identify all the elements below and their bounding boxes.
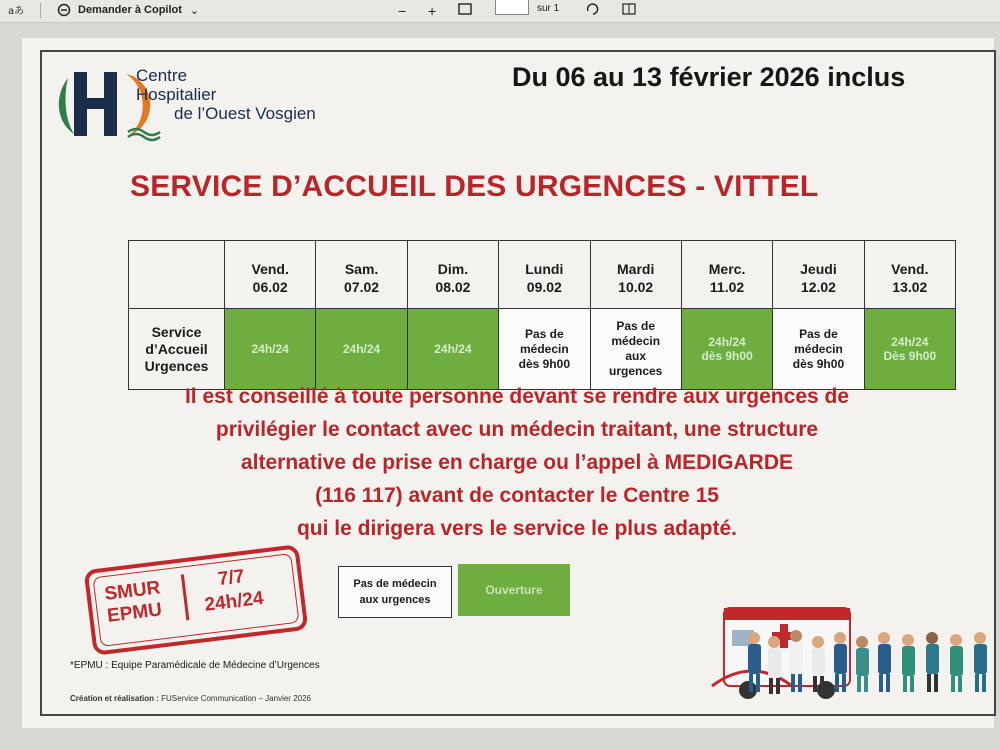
footnote: *EPMU : Equipe Paramédicale de Médecine d’Urgences (70, 660, 320, 671)
rotate-icon[interactable] (585, 3, 599, 15)
copilot-label: Demander à Copilot (78, 4, 182, 16)
day-header-0: Vend. 06.02 (225, 241, 316, 309)
hospital-name-line1: Centre (136, 66, 188, 85)
stamp-hours: 24h/24 (203, 587, 265, 616)
status-cell-0: 24h/24 (225, 309, 316, 390)
advice-line: alternative de prise en charge ou l’appel à MEDIGARDE (241, 451, 793, 474)
advice-text (82, 380, 952, 545)
status-cell-3: Pas de médecin dès 9h00 (499, 309, 590, 390)
copilot-icon (56, 3, 72, 17)
status-cell-7: 24h/24 Dès 9h00 (864, 309, 955, 390)
service-title: SERVICE D’ACCUEIL DES URGENCES - VITTEL (130, 170, 819, 203)
medical-staff-illustration (708, 592, 996, 710)
date-range: Du 06 au 13 février 2026 inclus (512, 62, 906, 92)
advice-line: qui le dirigera vers le service le plus adapté. (296, 517, 738, 540)
status-cell-6: Pas de médecin dès 9h00 (773, 309, 864, 390)
day-header-3: Lundi 09.02 (499, 241, 590, 309)
advice-line: privilégier le contact avec un médecin traitant, une structure (215, 418, 819, 441)
pdf-page (22, 38, 994, 728)
legend-no-doctor: Pas de médecin aux urgences (338, 566, 452, 618)
table-header-row (129, 241, 956, 309)
advice-line: Il est conseillé à toute personne devant se rendre aux urgences de (184, 385, 850, 408)
status-cell-4: Pas de médecin aux urgences (590, 309, 681, 390)
viewer-toolbar (0, 0, 1000, 23)
status-cell-1: 24h/24 (316, 309, 407, 390)
day-header-4: Mardi 10.02 (590, 241, 681, 309)
table-row (129, 309, 956, 390)
legend-open: Ouverture (458, 564, 570, 616)
status-cell-5: 24h/24 dès 9h00 (681, 309, 772, 390)
read-aloud-icon[interactable] (8, 3, 28, 17)
zoom-in-icon[interactable]: + (428, 3, 437, 19)
row-label-cell: Service d’Accueil Urgences (129, 309, 225, 390)
copilot-button[interactable] (56, 3, 199, 17)
smur-epmu-stamp (84, 544, 309, 656)
page-view-icon[interactable] (622, 3, 636, 15)
svg-text:aあ: aあ (8, 6, 25, 17)
day-header-2: Dim. 08.02 (407, 241, 498, 309)
stamp-epmu: EPMU (106, 599, 164, 627)
table-corner-cell (129, 241, 225, 309)
status-cell-2: 24h/24 (407, 309, 498, 390)
advice-line: (116 117) avant de contacter le Centre 15 (315, 484, 719, 507)
day-header-6: Jeudi 12.02 (773, 241, 864, 309)
hospital-name (136, 66, 316, 123)
chevron-down-icon: ⌄ (189, 4, 200, 17)
stamp-days: 7/7 (216, 566, 246, 591)
day-header-7: Vend. 13.02 (864, 241, 955, 309)
stamp-smur: SMUR (103, 577, 162, 606)
zoom-out-icon[interactable]: − (398, 3, 407, 19)
hospital-name-line2: Hospitalier (136, 85, 217, 104)
page-count: sur 1 (537, 3, 560, 14)
fit-page-icon[interactable] (458, 3, 472, 15)
schedule-table (128, 240, 956, 390)
day-header-5: Merc. 11.02 (681, 241, 772, 309)
hospital-name-line3: de l’Ouest Vosgien (174, 104, 316, 123)
day-header-1: Sam. 07.02 (316, 241, 407, 309)
poster-frame (40, 50, 996, 716)
credit-line: Création et réalisation : FUService Communication – Janvier 2026 (70, 694, 311, 703)
page-number-input[interactable] (495, 0, 529, 15)
